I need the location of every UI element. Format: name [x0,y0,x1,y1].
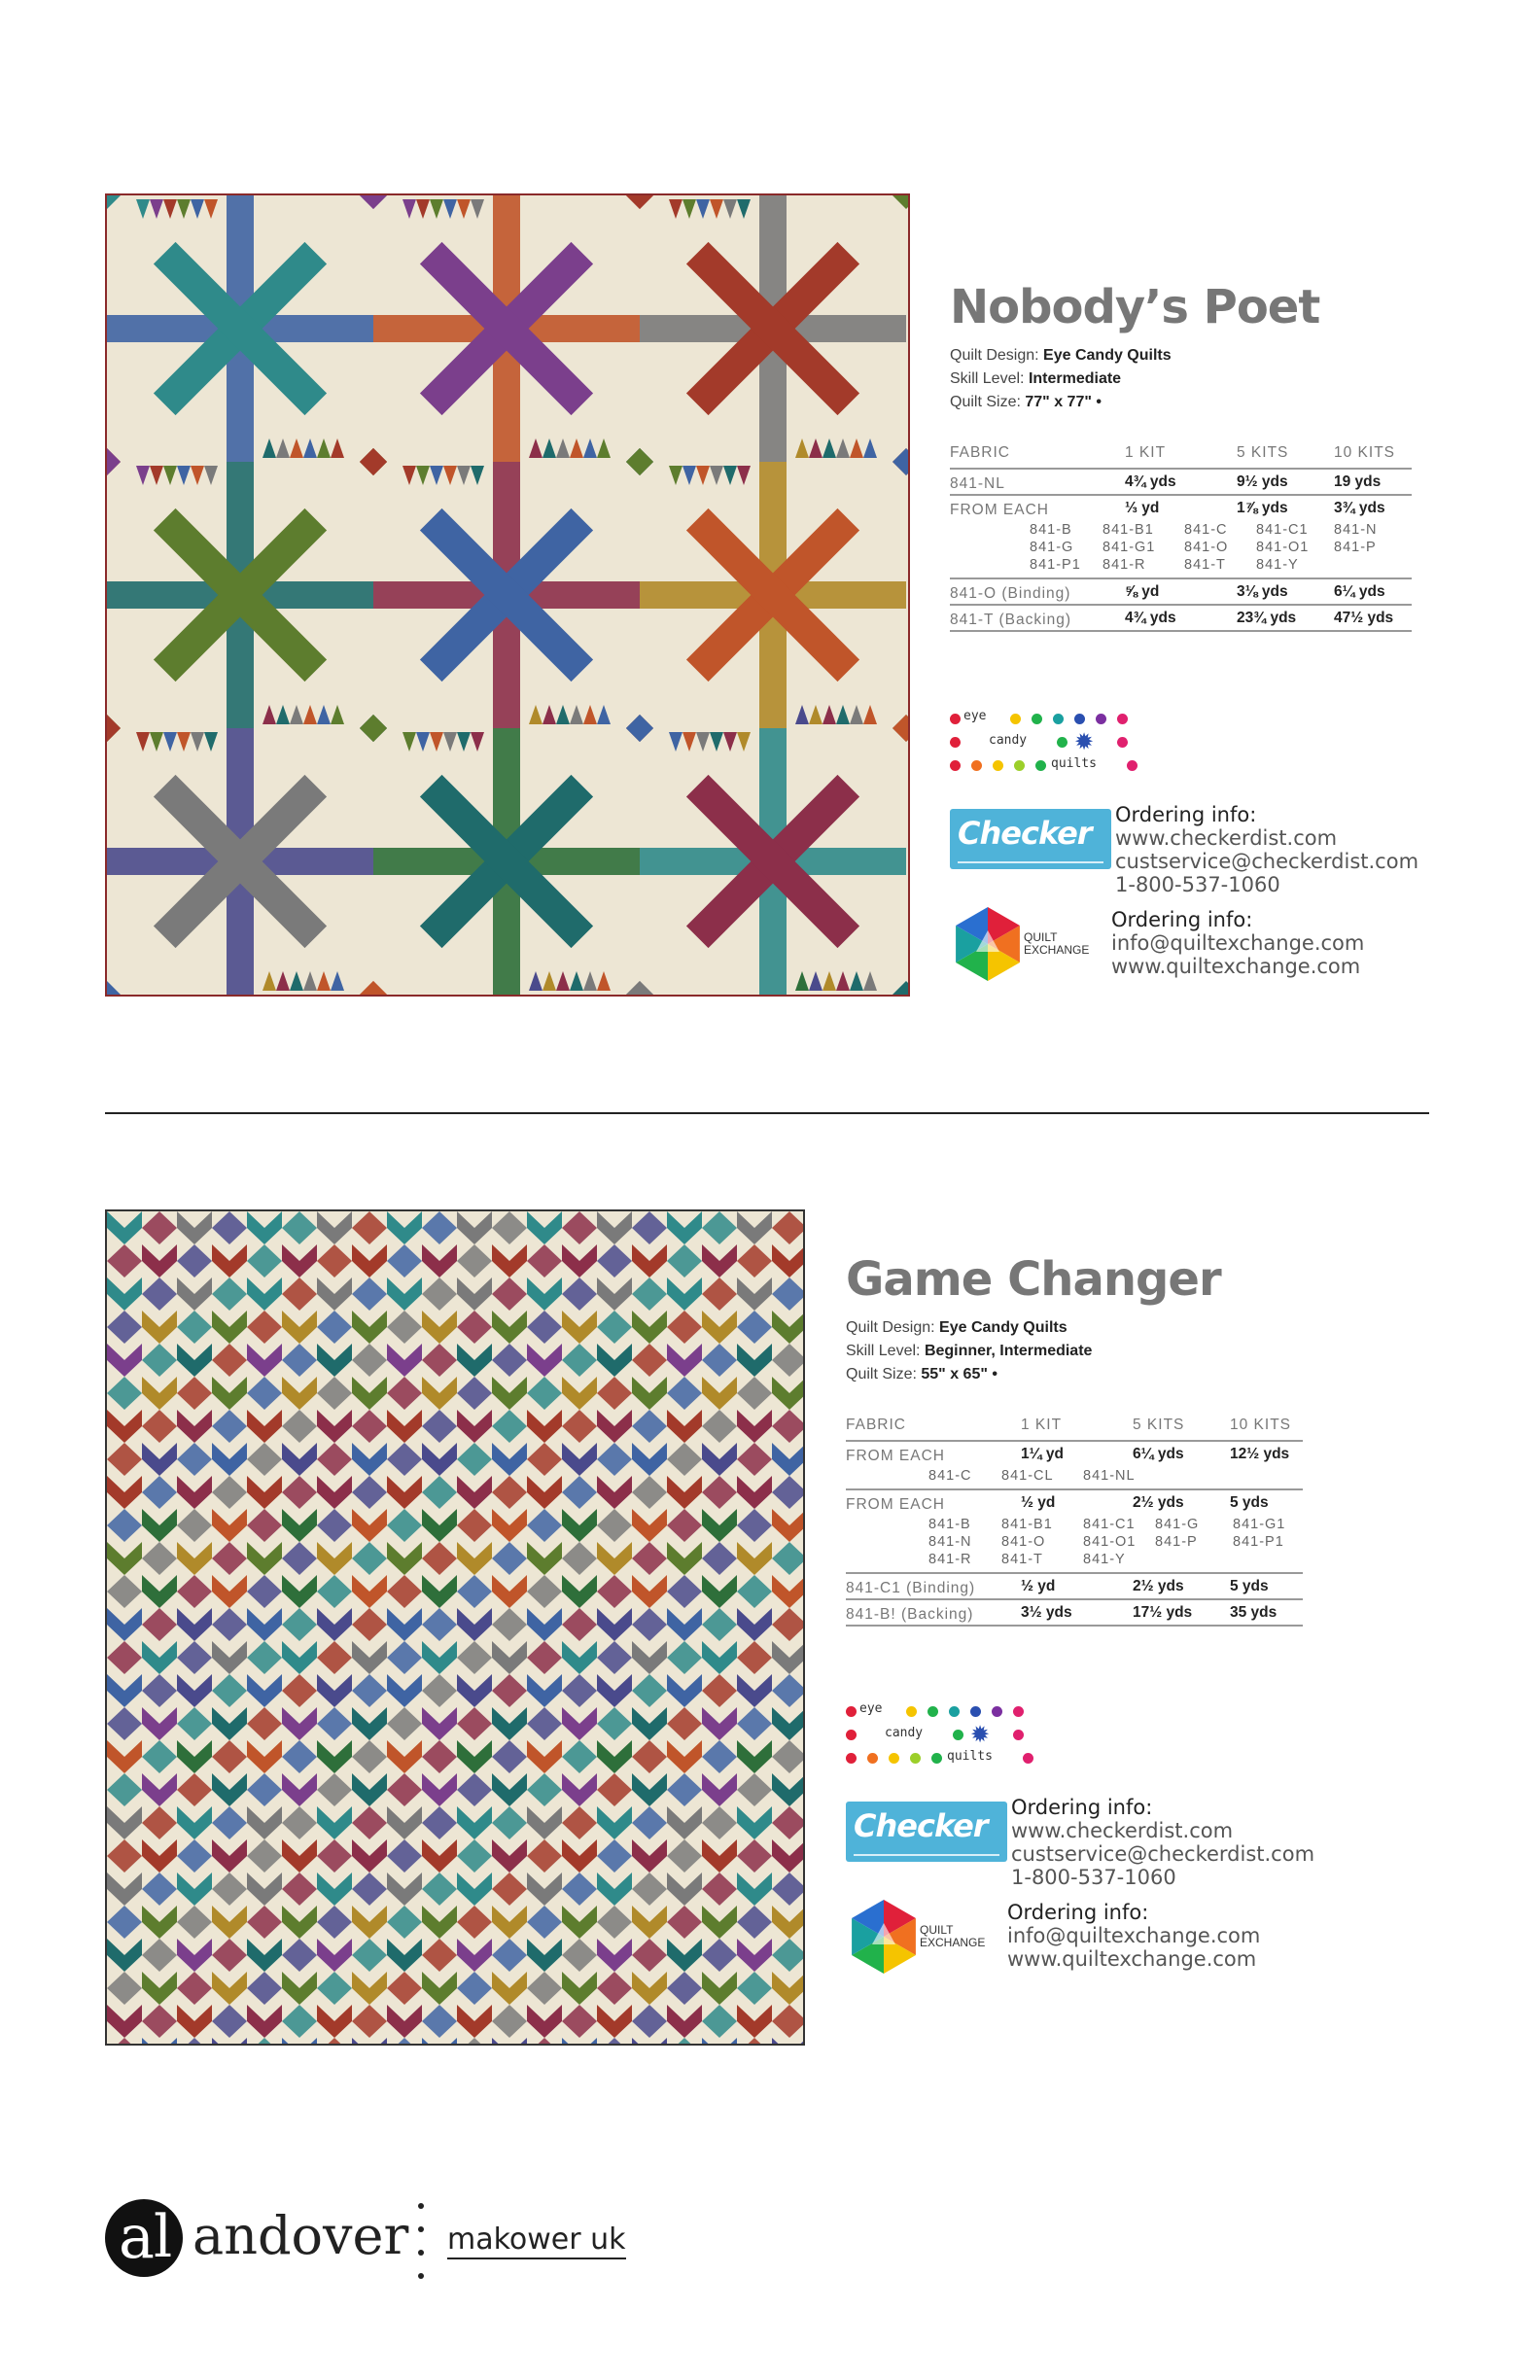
nobodys-poet-quilt-image [105,193,910,997]
checker-website-link[interactable]: www.checkerdist.com [1115,826,1338,850]
quilt-exchange-logo: QUILT EXCHANGE [846,1895,1011,1982]
table-row: FROM EACH 1¼ yd 6¼ yds 12½ yds [846,1445,1290,1464]
quilt-exchange-website-link[interactable]: www.quiltexchange.com [1111,955,1361,978]
quilt-exchange-logo: QUILT EXCHANGE [950,902,1115,990]
checker-ordering: Checker Ordering info: www.checkerdist.com custservice@checkerdist.com 1-800-537-1060 [950,803,1417,891]
checker-logo: Checker [846,1802,1007,1862]
fabric-table [950,443,1412,632]
fabric-codes: 841-C 841-CL 841-NL [846,1466,1303,1489]
eye-candy-quilts-logo: eye candy quilts ✹ [950,710,1140,786]
table-row: 841-O (Binding) ⅝ yd 3⅛ yds 6¼ yds [950,578,1412,605]
quilt-exchange-ordering: QUILT EXCHANGE Ordering info: info@quiltexchange.com www.quiltexchange.com [846,1895,1312,1982]
quilt-title: Nobody’s Poet [950,280,1320,334]
checker-ordering: Checker Ordering info: www.checkerdist.com custservice@checkerdist.com 1-800-537-1060 [846,1796,1312,1883]
fabric-table [846,1416,1303,1627]
checker-logo: Checker [950,809,1111,869]
fabric-codes: 841-B 841-B1 841-C 841-C1 841-N 841-G 841-G1 841-O 841-O1 841-P 841-P1 841-R 841-T 841-Y [950,520,1412,578]
game-changer-quilt-image [105,1209,805,2046]
checker-website-link[interactable]: www.checkerdist.com [1011,1819,1234,1842]
fabric-codes: 841-B 841-B1 841-C1 841-G 841-G1 841-N 841-O 841-O1 841-P 841-P1 841-R 841-T 841-Y [846,1515,1303,1573]
quilt-meta: Quilt Design: Eye Candy Quilts Skill Level: Beginner, Intermediate Quilt Size: 55" x 65" • [846,1319,1093,1382]
table-row: 841-C1 (Binding) ½ yd 2½ yds 5 yds [846,1573,1303,1599]
checker-phone: 1-800-537-1060 [1115,873,1280,896]
makower-uk-wordmark: makower uk [447,2222,626,2259]
quilt-exchange-website-link[interactable]: www.quiltexchange.com [1007,1947,1257,1971]
quilt-exchange-email-link[interactable]: info@quiltexchange.com [1111,931,1365,955]
table-row: 841-NL 4¾ yds 9½ yds 19 yds [950,469,1412,495]
checker-email-link[interactable]: custservice@checkerdist.com [1011,1842,1315,1866]
table-header: FABRIC 1 KIT 5 KITS 10 KITS [950,443,1412,469]
checker-email-link[interactable]: custservice@checkerdist.com [1115,850,1419,873]
quilt-title: Game Changer [846,1252,1221,1307]
checker-phone: 1-800-537-1060 [1011,1866,1176,1889]
table-row: FROM EACH ⅓ yd 1⅞ yds 3¾ yds [950,499,1385,518]
quilt-meta: Quilt Design: Eye Candy Quilts Skill Level: Intermediate Quilt Size: 77" x 77" • [950,347,1172,410]
footer-separator-dots [418,2199,424,2283]
andover-a-icon: a l [105,2199,183,2277]
eye-candy-quilts-logo: eye candy quilts ✹ [846,1702,1036,1778]
nobodys-poet-info [950,280,1417,990]
game-changer-info [846,1252,1315,1982]
andover-wordmark: andover [192,2205,409,2266]
table-row: FROM EACH ½ yd 2½ yds 5 yds [846,1493,1269,1513]
quilt-exchange-email-link[interactable]: info@quiltexchange.com [1007,1924,1261,1947]
quilt-exchange-ordering: QUILT EXCHANGE Ordering info: info@quiltexchange.com www.quiltexchange.com [950,902,1417,990]
table-row: 841-B! (Backing) 3½ yds 17½ yds 35 yds [846,1599,1303,1626]
table-header: FABRIC 1 KIT 5 KITS 10 KITS [846,1416,1303,1441]
section-divider [105,1112,1429,1114]
table-row: 841-T (Backing) 4¾ yds 23¾ yds 47½ yds [950,605,1412,631]
